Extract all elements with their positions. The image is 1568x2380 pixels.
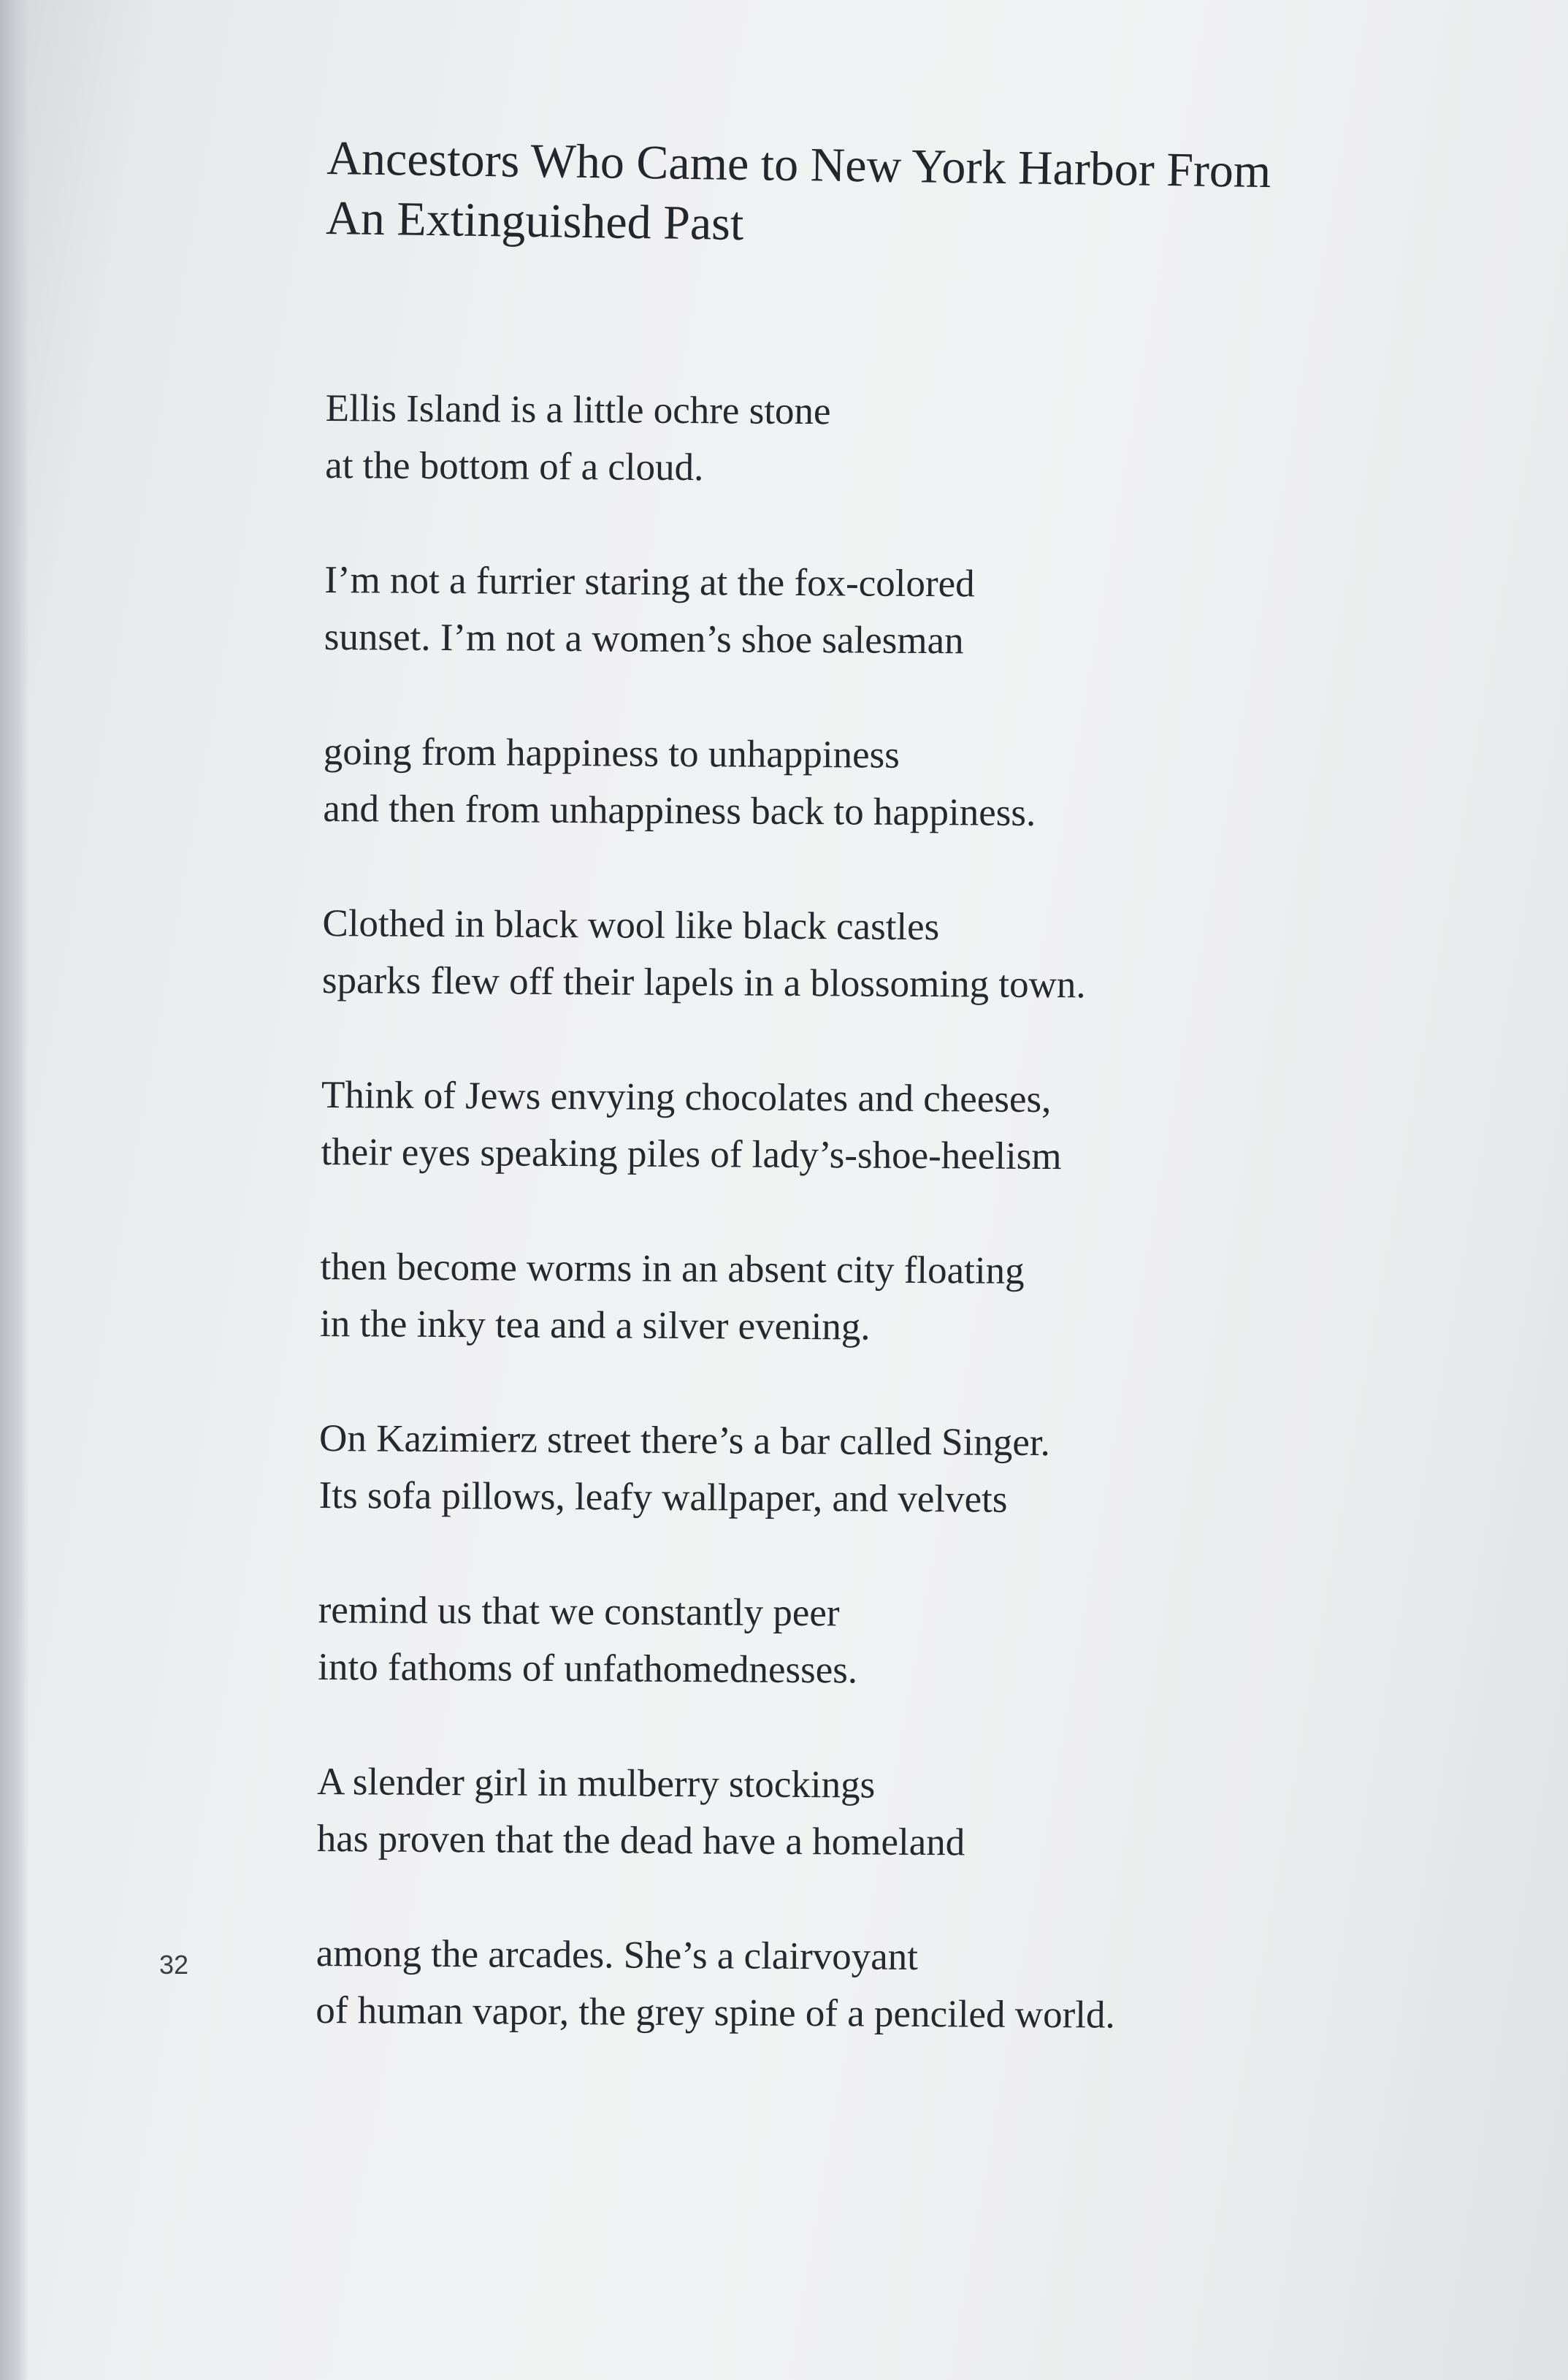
poem-line: sparks flew off their lapels in a blossoming town. <box>321 958 1086 1007</box>
poem-line: their eyes speaking piles of lady’s-shoe-heelism <box>321 1130 1062 1178</box>
poem-line: remind us that we constantly peer <box>318 1588 840 1635</box>
poem-title-line: Ancestors Who Came to New York Harbor From <box>326 131 1271 199</box>
page-number: 32 <box>159 1950 189 1980</box>
poem-line: On Kazimierz street there’s a bar called Singer. <box>318 1416 1050 1465</box>
stanza <box>315 1925 1426 2103</box>
binding-shadow <box>0 0 29 2380</box>
poem-body <box>315 380 1436 2103</box>
poem-line: among the arcades. She’s a clairvoyant <box>315 1931 919 1978</box>
poem-line: and then from unhappiness back to happiness. <box>323 787 1036 834</box>
stanza <box>321 1067 1431 1245</box>
stanza <box>324 552 1434 730</box>
stanza <box>323 723 1434 901</box>
poem-title <box>326 129 1466 264</box>
poem-line: sunset. I’m not a women’s shoe salesman <box>324 615 964 663</box>
poem-line: A slender girl in mulberry stockings <box>317 1760 876 1807</box>
poem-line: has proven that the dead have a homeland <box>316 1817 965 1864</box>
poem-line: going from happiness to unhappiness <box>323 730 900 777</box>
poem-line: Clothed in black wool like black castles <box>322 901 940 949</box>
poem-line: Ellis Island is a little ochre stone <box>325 386 831 433</box>
stanza <box>319 1238 1430 1416</box>
poem-line: Its sofa pillows, leafy wallpaper, and velvets <box>318 1473 1008 1521</box>
poem-line: of human vapor, the grey spine of a penciled world. <box>315 1988 1115 2037</box>
poem-line: into fathoms of unfathomednesses. <box>318 1645 858 1692</box>
stanza <box>325 380 1436 558</box>
poem-line: in the inky tea and a silver evening. <box>319 1302 871 1349</box>
stanza <box>318 1582 1429 1760</box>
poem-line: Think of Jews envying chocolates and cheeses, <box>321 1073 1052 1121</box>
stanza <box>321 895 1432 1073</box>
poem-title-line: An Extinguished Past <box>325 191 744 251</box>
poem-line: at the bottom of a cloud. <box>325 443 704 489</box>
poem-line: I’m not a furrier staring at the fox-colored <box>324 558 975 606</box>
poem-line: then become worms in an absent city floating <box>320 1245 1025 1292</box>
stanza <box>318 1410 1429 1588</box>
stanza <box>316 1753 1427 1931</box>
